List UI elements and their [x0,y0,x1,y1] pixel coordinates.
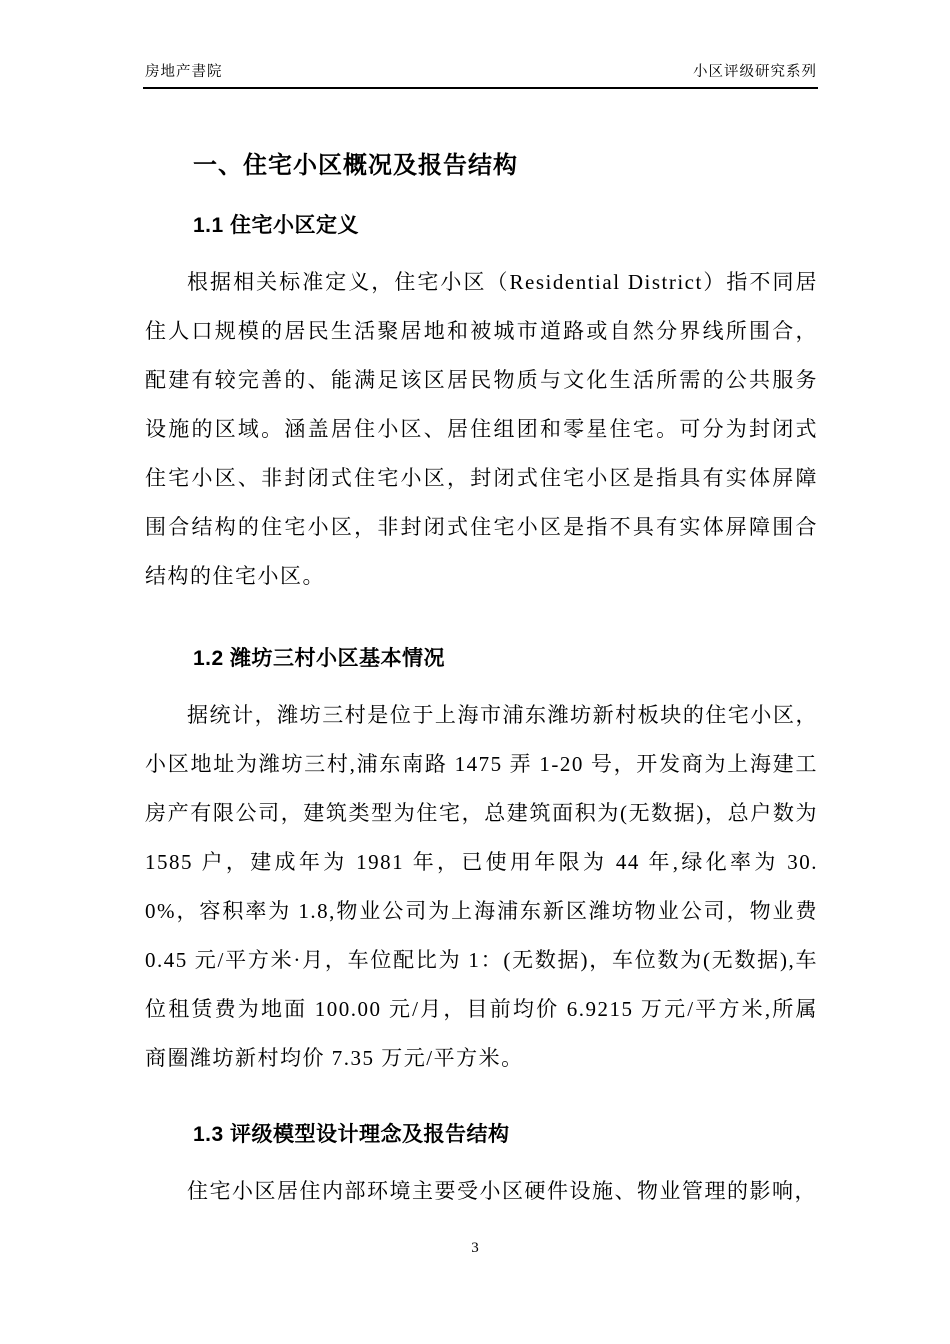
section-body-1-1: 根据相关标准定义，住宅小区（Residential District）指不同居住人口规模的居民生活聚居地和被城市道路或自然分界线所围合，配建有较完善的、能满足该区居民物质与文化生活所需的公共服务设施的区域。涵盖居住小区、居住组团和零星住宅。可分为封闭式住宅小区、非封闭式住宅小区，封闭式住宅小区是指具有实体屏障围合结构的住宅小区，非封闭式住宅小区是指不具有实体屏障围合结构的住宅小区。 [145,270,818,588]
page-footer [0,1240,950,1257]
chapter-title: 一、住宅小区概况及报告结构 [193,152,518,179]
section-body-1-2: 据统计，潍坊三村是位于上海市浦东潍坊新村板块的住宅小区，小区地址为潍坊三村,浦东南路 1475 弄 1-20 号，开发商为上海建工房产有限公司，建筑类型为住宅，总建筑面积为(无数据)，总户数为 1585 户，建成年为 1981 年，已使用年限为 44 年,绿化率为 30.0%，容积率为 1.8,物业公司为上海浦东新区潍坊物业公司，物业费 0.45 元/平方米·月，车位配比为 1：(无数据)，车位数为(无数据),车位租赁费为地面 100.00 元/月，目前均价 6.9215 万元/平方米,所属商圈潍坊新村均价 7.35 万元/平方米。 [145,703,818,1070]
page-number: 3 [471,1240,479,1256]
section-body-1-3: 住宅小区居住内部环境主要受小区硬件设施、物业管理的影响， [187,1179,817,1203]
section-heading-1-1: 1.1 住宅小区定义 [193,214,360,237]
page-header [145,60,817,81]
header-divider [143,87,818,89]
section-heading-1-3: 1.3 评级模型设计理念及报告结构 [193,1123,510,1146]
header-right-text: 小区评级研究系列 [693,64,817,80]
section-heading-1-2: 1.2 潍坊三村小区基本情况 [193,647,446,670]
document-body [145,130,818,1216]
header-left-text: 房地产書院 [145,64,223,80]
